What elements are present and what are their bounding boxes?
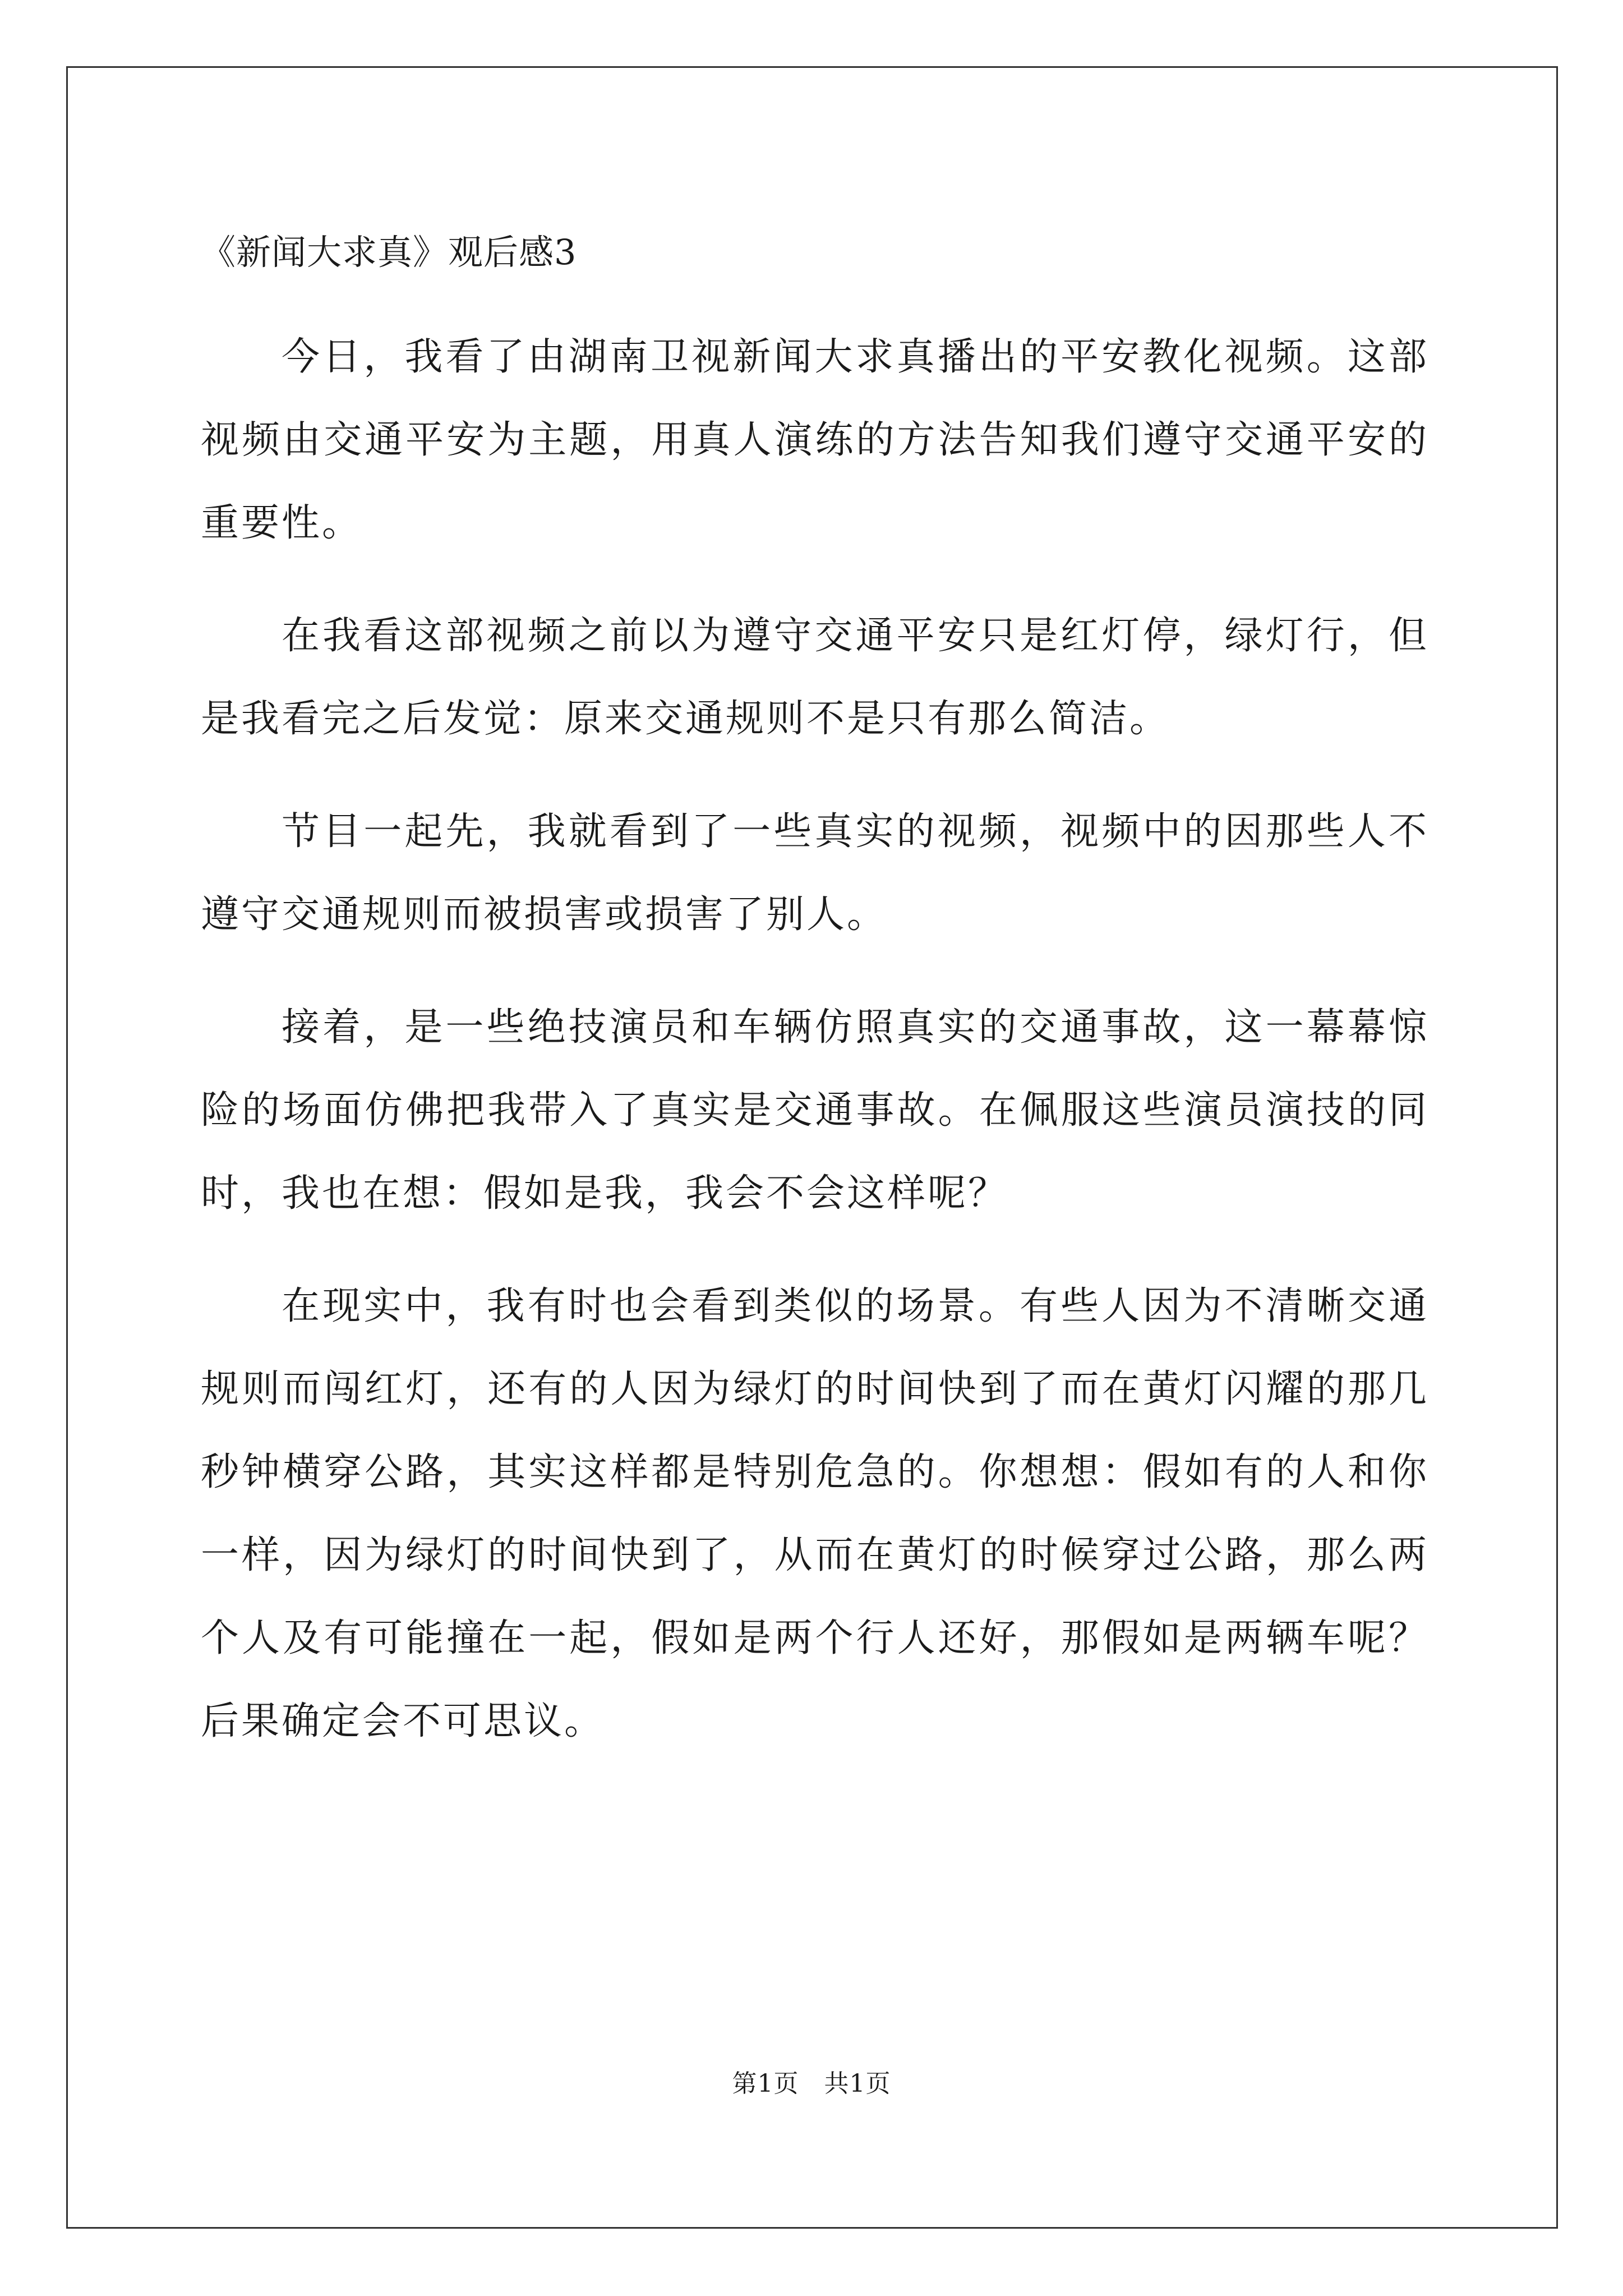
paragraph-4: 接着，是一些绝技演员和车辆仿照真实的交通事故，这一幕幕惊险的场面仿佛把我带入了真实是交通事故。在佩服这些演员演技的同时，我也在想：假如是我，我会不会这样呢？ [201, 1005, 1429, 1216]
paragraph-5: 在现实中，我有时也会看到类似的场景。有些人因为不清晰交通规则而闯红灯，还有的人因为绿灯的时间快到了而在黄灯闪耀的那几秒钟横穿公路，其实这样都是特别危急的。你想想：假如有的人和你一样，因为绿灯的时间快到了，从而在黄灯的时候穿过公路，那么两个人及有可能撞在一起，假如是两个行人还好，那假如是两辆车呢？后果确定会不可思议。 [201, 1284, 1429, 1743]
page-number-footer: 第1页 共1页 [732, 2069, 891, 2098]
paragraph-1: 今日，我看了由湖南卫视新闻大求真播出的平安教化视频。这部视频由交通平安为主题，用真人演练的方法告知我们遵守交通平安的重要性。 [201, 335, 1429, 545]
document-title: 《新闻大求真》观后感3 [201, 232, 577, 273]
paragraph-3: 节目一起先，我就看到了一些真实的视频，视频中的因那些人不遵守交通规则而被损害或损害了别人。 [201, 809, 1429, 937]
paragraph-2: 在我看这部视频之前以为遵守交通平安只是红灯停，绿灯行，但是我看完之后发觉：原来交通规则不是只有那么简洁。 [201, 614, 1429, 741]
document-body [201, 219, 1429, 1763]
